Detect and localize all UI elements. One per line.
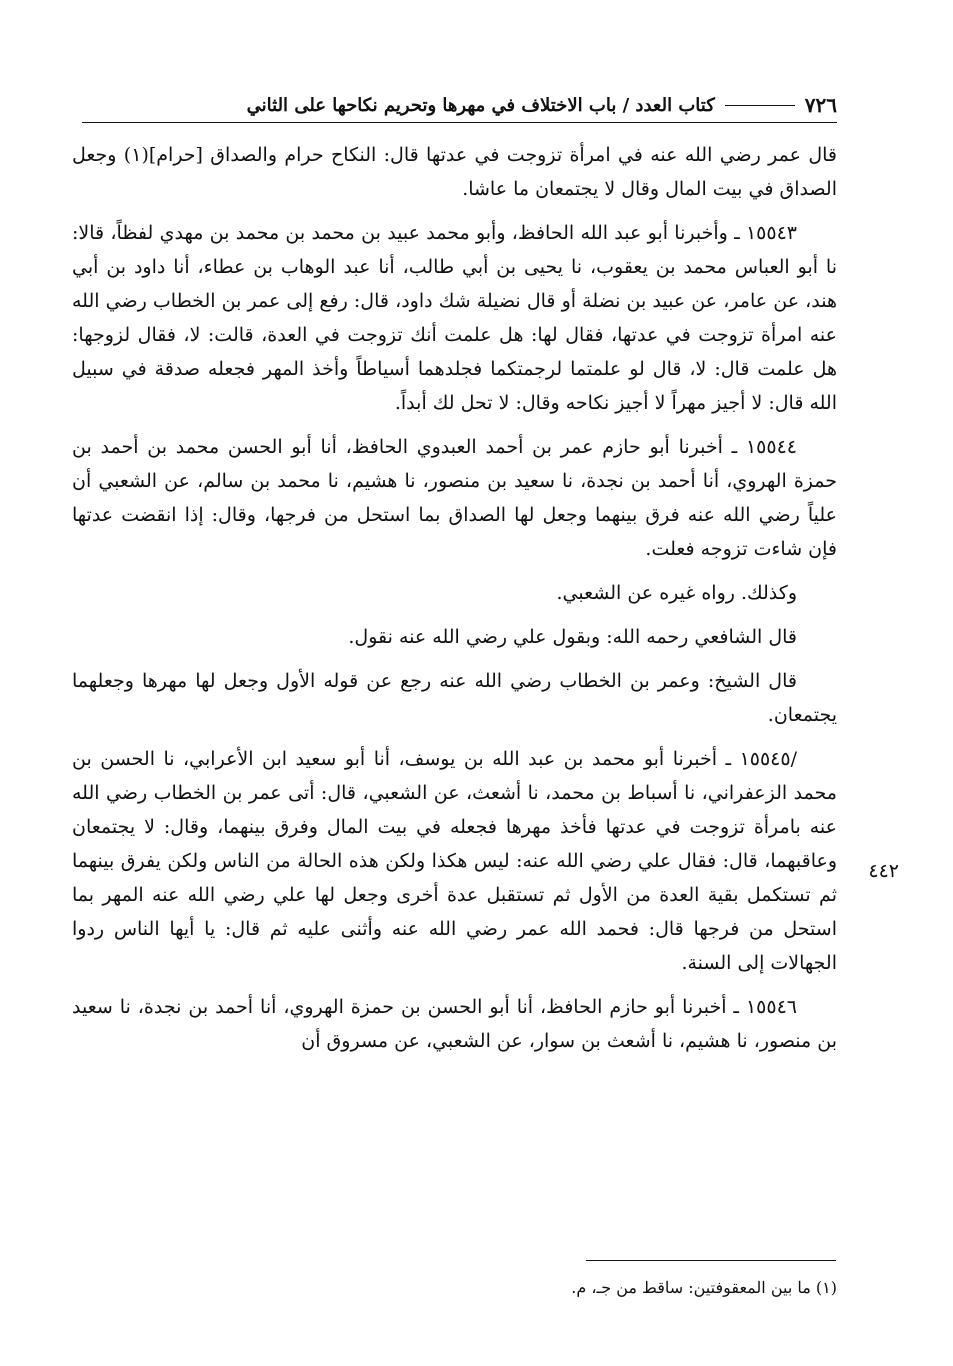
paragraph-1: قال عمر رضي الله عنه في امرأة تزوجت في عدتها قال: النكاح حرام والصداق [حرام](١) وجعل الصداق في بيت المال وقال لا يجتمعان ما عاشا. [72, 144, 837, 200]
paragraph-2: ١٥٥٤٣ ـ وأخبرنا أبو عبد الله الحافظ، وأبو محمد عبيد بن محمد بن محمد بن مهدي لفظاً، قالا: نا أبو العباس محمد بن يعقوب، نا يحيى بن أبي طالب، أنا عبد الوهاب بن عطاء، أنا داود بن أبي هند، عن عامر، عن عبيد بن نضلة أو قال نضيلة شك داود، قال: رفع إلى عمر بن الخطاب رضي الله عنه امرأة تزوجت في عدتها، فقال لها: هل علمت أنك تزوجت في العدة، قالت: لا، فقال لزوجها: هل علمت قال: لا، قال لو علمتما لرجمتكما فجلدهما أسياطاً وأخذ المهر فجعله صدقة في سبيل الله قال: لا أجيز مهراً لا أجيز نكاحه وقال: لا تحل لك أبداً. [72, 222, 837, 414]
paragraph-6: قال الشيخ: وعمر بن الخطاب رضي الله عنه رجع عن قوله الأول وجعل لها مهرها وجعلهما يجتمعان. [72, 670, 837, 726]
paragraph-5: قال الشافعي رحمه الله: وبقول علي رضي الله عنه نقول. [348, 626, 797, 648]
paragraph-7: /١٥٥٤٥ ـ أخبرنا أبو محمد بن عبد الله بن يوسف، أنا أبو سعيد ابن الأعرابي، نا الحسن بن محمد الزعفراني، نا أسباط بن محمد، نا أشعث، عن الشعبي، قال: أتى عمر بن الخطاب رضي الله عنه بامرأة تزوجت في عدتها فأخذ مهرها فجعله في بيت المال وفرق بينهما، وقال: لا يجتمعان وعاقبهما، قال: فقال علي رضي الله عنه: ليس هكذا ولكن هذه الحالة من الناس ولكن يفرق بينهما ثم تستكمل بقية العدة من الأول ثم تستقبل عدة أخرى وجعل لها علي رضي الله عنه المهر بما استحل من فرجها قال: فحمد الله عمر رضي الله عنه وأثنى عليه ثم قال: يا أيها الناس ردوا الجهالات إلى السنة. [72, 748, 837, 974]
footnote: (١) ما بين المعقوفتين: ساقط من جـ، م. [571, 1278, 837, 1297]
header-title: كتاب العدد / باب الاختلاف في مهرها وتحريم نكاحها على الثاني [246, 94, 715, 116]
main-text [72, 138, 837, 1068]
running-header [82, 88, 837, 123]
header-dash-line [725, 105, 795, 106]
margin-page-number: ٤٤٢ [868, 860, 899, 882]
page-number: ٧٢٦ [804, 93, 837, 117]
footnote-separator [586, 1260, 836, 1261]
paragraph-3: ١٥٥٤٤ ـ أخبرنا أبو حازم عمر بن أحمد العبدوي الحافظ، أنا أبو الحسن محمد بن أحمد بن حمزة الهروي، أنا أحمد بن نجدة، نا سعيد بن منصور، نا هشيم، نا محمد بن سالم، عن الشعبي أن علياً رضي الله عنه فرق بينهما وجعل لها الصداق بما استحل من فرجها، وقال: إذا انقضت عدتها فإن شاءت تزوجه فعلت. [72, 436, 838, 560]
paragraph-8: ١٥٥٤٦ ـ أخبرنا أبو حازم الحافظ، أنا أبو الحسن بن حمزة الهروي، أنا أحمد بن نجدة، نا سعيد بن منصور، نا هشيم، نا أشعث بن سوار، عن الشعبي، عن مسروق أن [72, 996, 837, 1052]
paragraph-4: وكذلك. رواه غيره عن الشعبي. [556, 582, 797, 604]
